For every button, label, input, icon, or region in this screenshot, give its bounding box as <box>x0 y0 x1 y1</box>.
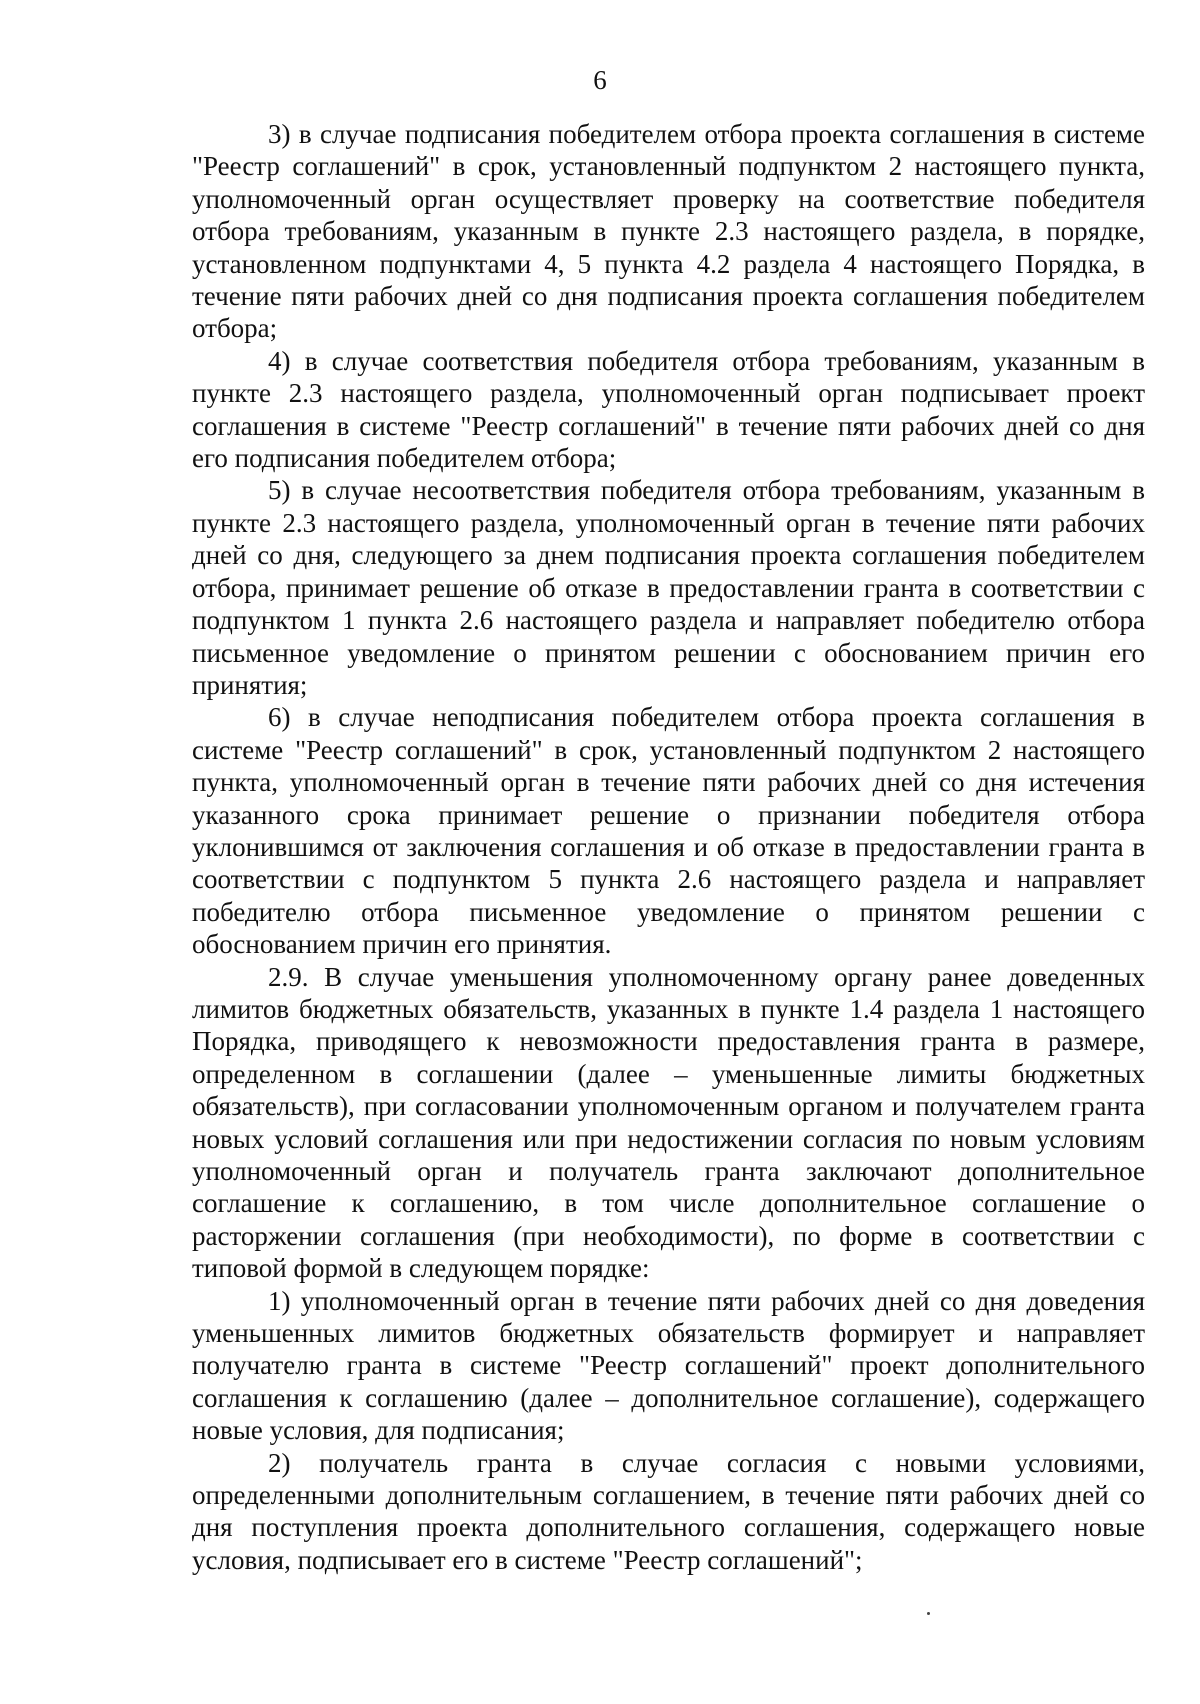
page-number: 6 <box>593 65 607 95</box>
clause-2-9-subitem-1-paragraph: 1) уполномоченный орган в течение пяти рабочих дней со дня доведения уменьшенных лимитов бюджетных обязательств формирует и направляет получателю гранта в системе "Реестр соглашений" проект дополнительного соглашения к соглашению (далее – дополнительное соглашение), содержащего новые условия, для подписания; <box>192 1285 1145 1446</box>
clause-2-9-paragraph: 2.9. В случае уменьшения уполномоченному органу ранее доведенных лимитов бюджетных обязательств, указанных в пункте 1.4 раздела 1 настоящего Порядка, приводящего к невозможности предоставления гранта в размере, определенном в соглашении (далее – уменьшенные лимиты бюджетных обязательств), при согласовании уполномоченным органом и получателем гранта новых условий соглашения или при недостижении согласия по новым условиям уполномоченный орган и получатель гранта заключают дополнительное соглашение к соглашению, в том числе дополнительное соглашение о расторжении соглашения (при необходимости), по форме в соответствии с типовой формой в следующем порядке: <box>192 961 1145 1284</box>
subitem-6-paragraph: 6) в случае неподписания победителем отбора проекта соглашения в системе "Реестр соглашений" в срок, установленный подпунктом 2 настоящего пункта, уполномоченный орган в течение пяти рабочих дней со дня истечения указанного срока принимает решение о признании победителя отбора уклонившимся от заключения соглашения и об отказе в предоставлении гранта в соответствии с подпунктом 5 пункта 2.6 настоящего раздела и направляет победителю отбора письменное уведомление о принятом решении с обоснованием причин его принятия. <box>192 702 1145 960</box>
subitem-5-paragraph: 5) в случае несоответствия победителя отбора требованиям, указанным в пункте 2.3 настоящего раздела, уполномоченный орган в течение пяти рабочих дней со дня, следующего за днем подписания проекта соглашения победителем отбора, принимает решение об отказе в предоставлении гранта в соответствии с подпунктом 1 пункта 2.6 настоящего раздела и направляет победителю отбора письменное уведомление о принятом решении с обоснованием причин его принятия; <box>192 475 1145 700</box>
subitem-4-paragraph: 4) в случае соответствия победителя отбора требованиям, указанным в пункте 2.3 настоящего раздела, уполномоченный орган подписывает проект соглашения в системе "Реестр соглашений" в течение пяти рабочих дней со дня его подписания победителем отбора; <box>192 345 1145 474</box>
clause-2-9-subitem-2-paragraph: 2) получатель гранта в случае согласия с новыми условиями, определенными дополнительным соглашением, в течение пяти рабочих дней со дня поступления проекта дополнительного соглашения, содержащего новые условия, подписывает его в системе "Реестр соглашений"; <box>192 1447 1145 1575</box>
subitem-3-paragraph: 3) в случае подписания победителем отбора проекта соглашения в системе "Реестр соглашений" в срок, установленный подпунктом 2 настоящего пункта, уполномоченный орган осуществляет проверку на соответствие победителя отбора требованиям, указанным в пункте 2.3 настоящего раздела, в порядке, установленном подпунктами 4, 5 пункта 4.2 раздела 4 настоящего Порядка, в течение пяти рабочих дней со дня подписания проекта соглашения победителем отбора; <box>192 119 1145 344</box>
scan-speck <box>927 1612 930 1615</box>
document-body <box>192 118 1145 1576</box>
